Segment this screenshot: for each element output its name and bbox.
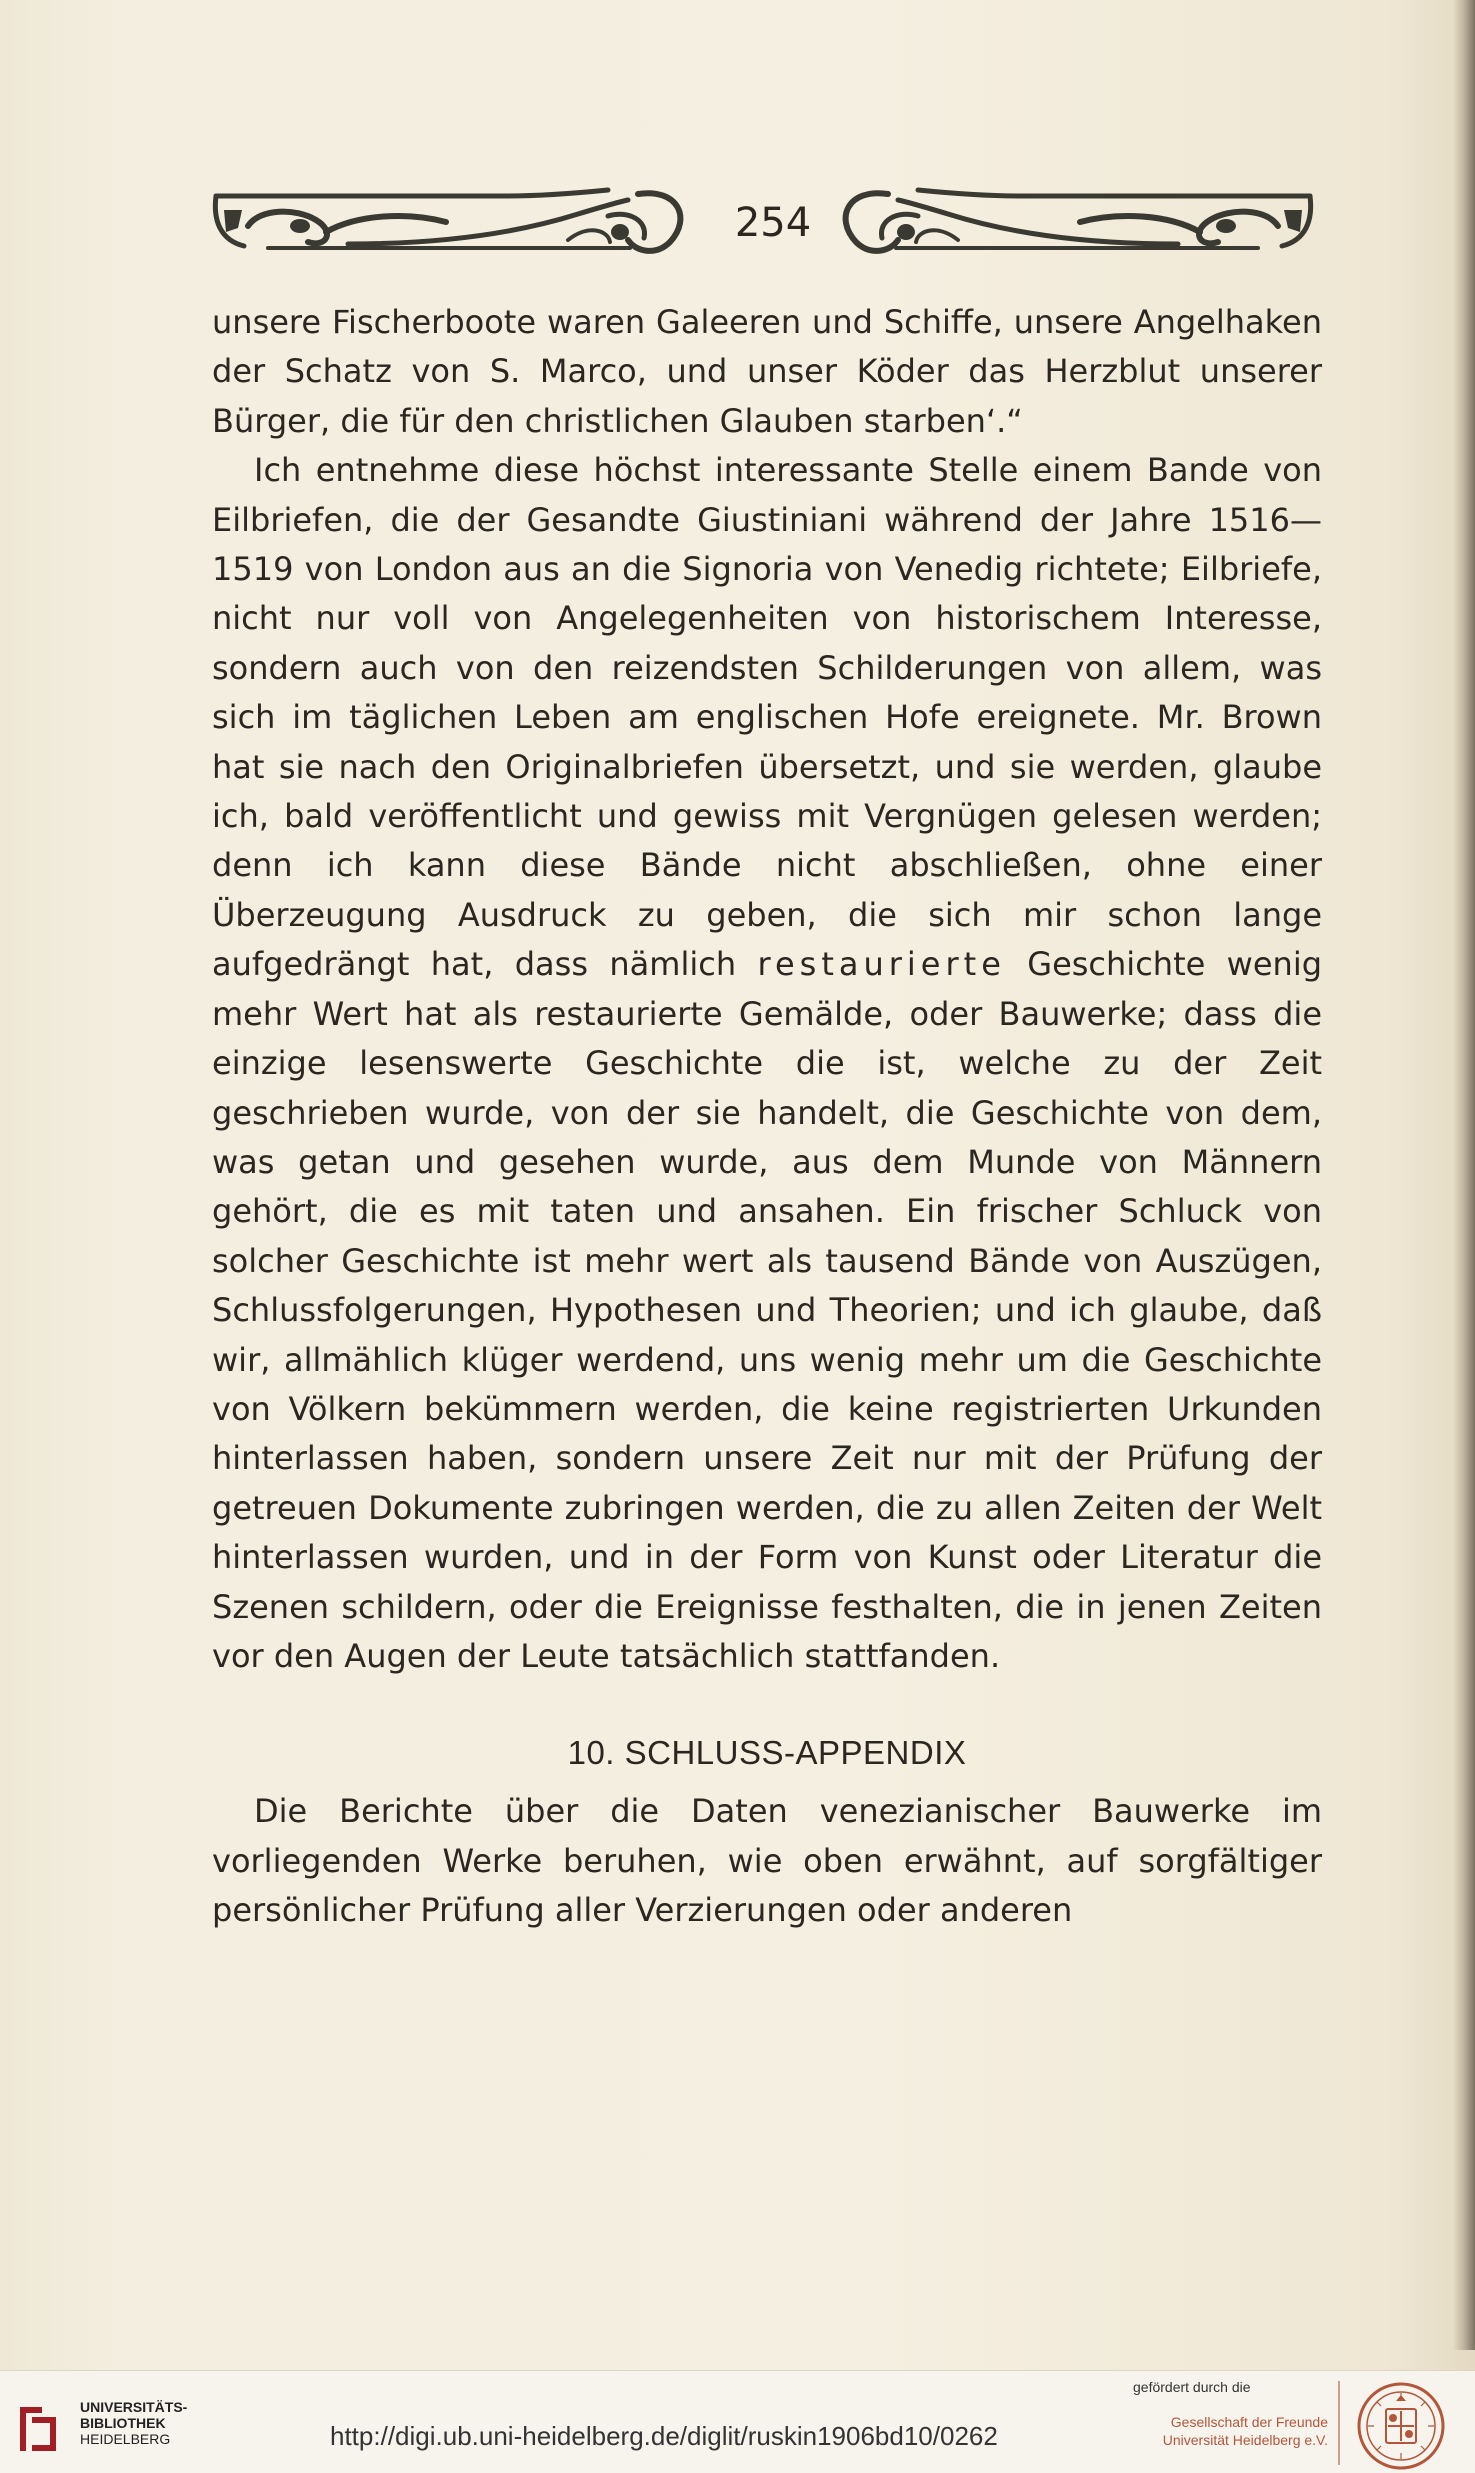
page-edge-shadow xyxy=(1453,0,1475,2350)
library-name-line: UNIVERSITÄTS- xyxy=(80,2399,188,2415)
digitization-footer xyxy=(0,2370,1475,2473)
paragraph-text: Geschichte wenig mehr Wert hat als restaurierte Gemälde, oder Bauwerke; dass die einzige lesenswerte Geschichte die ist, welche zu der Zeit geschrieben wurde, von der sie handelt, die Geschichte von dem, was getan und gesehen wurde, aus dem Munde von Männern gehört, die es mit taten und ansahen. Ein frischer Schluck von solcher Geschichte ist mehr wert als tausend Bände von Auszügen, Schlussfolgerungen, Hypothesen und Theorien; und ich glaube, daß wir, allmählich klüger werdend, uns wenig mehr um die Geschichte von Völkern bekümmern werden, die keine registrierten Urkunden hinterlassen haben, sondern unsere Zeit nur mit der Prüfung der getreuen Dokumente zubringen werden, die zu allen Zeiten der Welt hinterlassen wurden, und in der Form von Kunst oder Literatur die Szenen schildern, oder die Ereignisse festhalten, die in jenen Zeiten vor den Augen der Leute tatsächlich stattfanden. xyxy=(212,945,1323,1675)
page-number: 254 xyxy=(734,200,812,246)
emphasized-word: restaurierte xyxy=(757,945,1006,984)
page-body xyxy=(212,298,1322,1936)
library-name-line: HEIDELBERG xyxy=(80,2431,171,2447)
paragraph-appendix xyxy=(212,1787,1322,1935)
section-heading: 10. SCHLUSS-APPENDIX xyxy=(567,1734,967,1772)
library-name-line: BIBLIOTHEK xyxy=(80,2415,166,2431)
ornament-left-icon xyxy=(208,180,698,260)
library-name xyxy=(80,2399,187,2447)
paragraph-main xyxy=(212,446,1322,1681)
sponsor-name-line: Gesellschaft der Freunde xyxy=(1170,2414,1328,2430)
paragraph-text: unsere Fischerboote waren Galeeren und Schiffe, unsere Angelhaken der Schatz von S. Marco, und unser Köder das Herzblut unserer Bürger, die für den christlichen Glauben starben‘.“ xyxy=(212,303,1322,440)
permalink-url[interactable]: http://digi.ub.uni-heidelberg.de/diglit/ruskin1906bd10/0262 xyxy=(330,2421,998,2451)
sponsor-name-line: Universität Heidelberg e.V. xyxy=(1162,2432,1328,2448)
paragraph-text: Ich entnehme diese höchst interessante Stelle einem Bande von Eilbriefen, die der Gesandte Giustiniani während der Jahre 1516—1519 von London aus an die Signoria von Venedig richtete; Eilbriefe, nicht nur voll von Angelegenheiten von historischem Interesse, sondern auch von den reizendsten Schilderungen von allem, was sich im täglichen Leben am englischen Hofe ereignete. Mr. Brown hat sie nach den Originalbriefen übersetzt, und sie werden, glaube ich, bald veröffentlicht und gewiss mit Vergnügen gelesen werden; denn ich kann diese Bände nicht abschließen, ohne einer Überzeugung Ausdruck zu geben, die sich mir schon lange aufgedrängt hat, dass nämlich xyxy=(212,451,1322,984)
university-seal-icon xyxy=(1356,2381,1446,2471)
paragraph-continued xyxy=(212,298,1322,446)
sponsor-name xyxy=(1122,2413,1328,2449)
page-header xyxy=(208,180,1318,260)
ornament-right-icon xyxy=(828,180,1318,260)
footer-divider xyxy=(1338,2381,1340,2465)
sponsor-label: gefördert durch die xyxy=(1133,2379,1251,2395)
library-logo-icon xyxy=(14,2403,62,2455)
paragraph-text: Die Berichte über die Daten venezianischer Bauwerke im vorliegenden Werke beruhen, wie oben erwähnt, auf sorgfältiger persönlicher Prüfung aller Verzierungen oder anderen xyxy=(212,1792,1322,1930)
